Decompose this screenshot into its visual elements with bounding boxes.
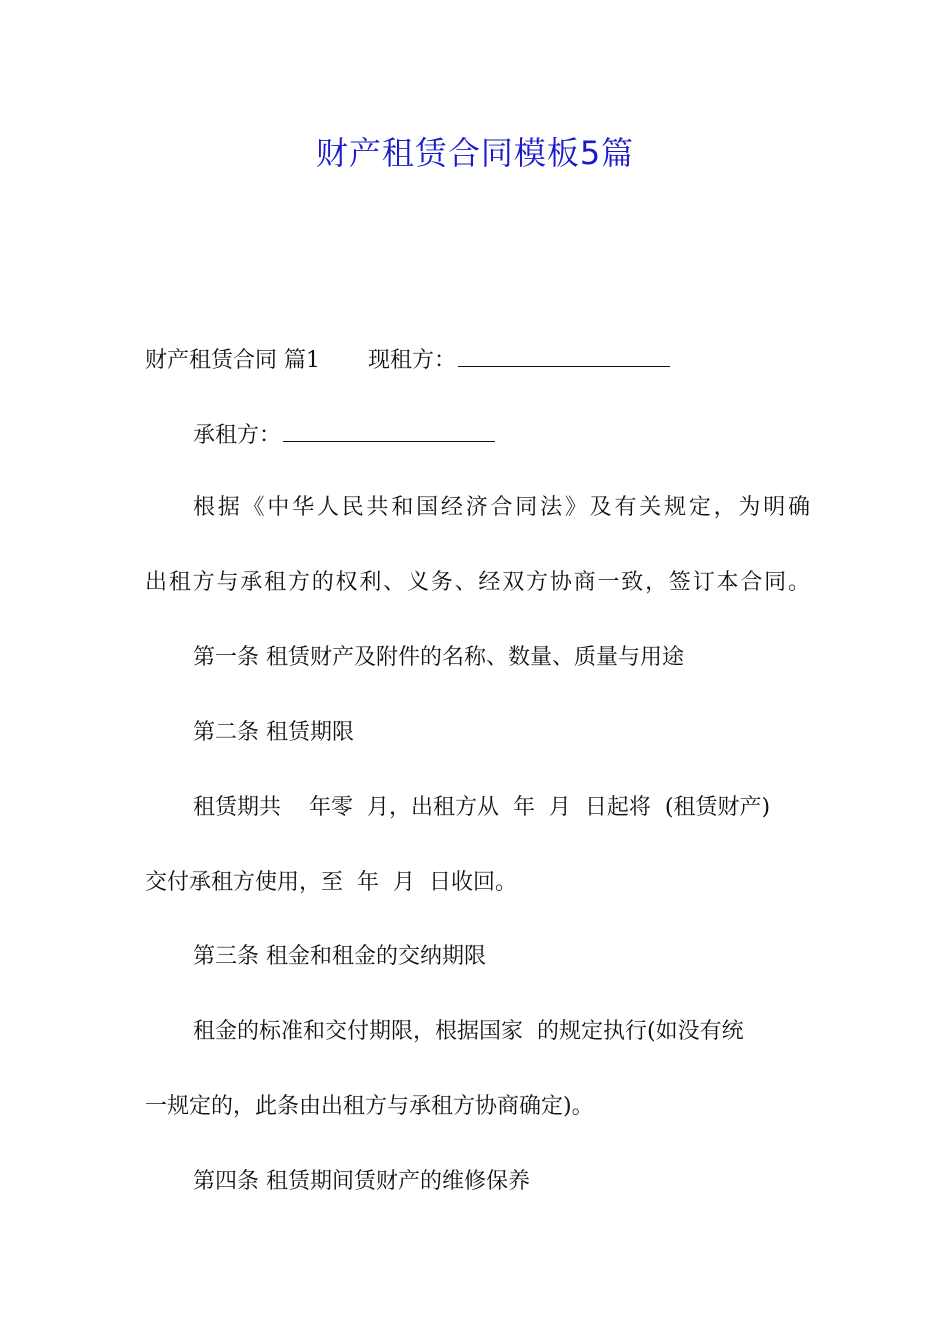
article-3-heading: 第三条 租金和租金的交纳期限 — [193, 944, 486, 969]
paragraph-line-11: 一规定的，此条由出租方与承租方协商确定)。 — [145, 1094, 594, 1119]
paragraph-line-2 — [193, 419, 810, 451]
lessor-blank-line — [458, 344, 670, 367]
article-4-heading: 第四条 租赁期间赁财产的维修保养 — [193, 1169, 530, 1194]
lessor-label: 现租方： — [368, 348, 457, 373]
article-1-heading: 第一条 租赁财产及附件的名称、数量、质量与用途 — [193, 645, 684, 670]
contract-section-heading: 财产租赁合同 篇1 — [145, 348, 320, 373]
paragraph-line-1 — [145, 344, 810, 376]
lessee-label: 承租方： — [193, 423, 282, 448]
document-title: 财产租赁合同模板5篇 — [315, 134, 635, 172]
paragraph-line-4: 出租方与承租方的权利、义务、经双方协商一致，签订本合同。 — [145, 570, 810, 595]
article-2-heading: 第二条 租赁期限 — [193, 720, 354, 745]
paragraph-line-7: 租赁期共 年零 月，出租方从 年 月 日起将 (租赁财产) — [193, 795, 771, 820]
paragraph-line-8: 交付承租方使用，至 年 月 日收回。 — [145, 870, 517, 895]
paragraph-line-3: 根据《中华人民共和国经济合同法》及有关规定，为明确 — [193, 495, 810, 520]
lessee-blank-line — [283, 419, 495, 442]
paragraph-line-10: 租金的标准和交付期限，根据国家 的规定执行(如没有统 — [193, 1019, 744, 1044]
